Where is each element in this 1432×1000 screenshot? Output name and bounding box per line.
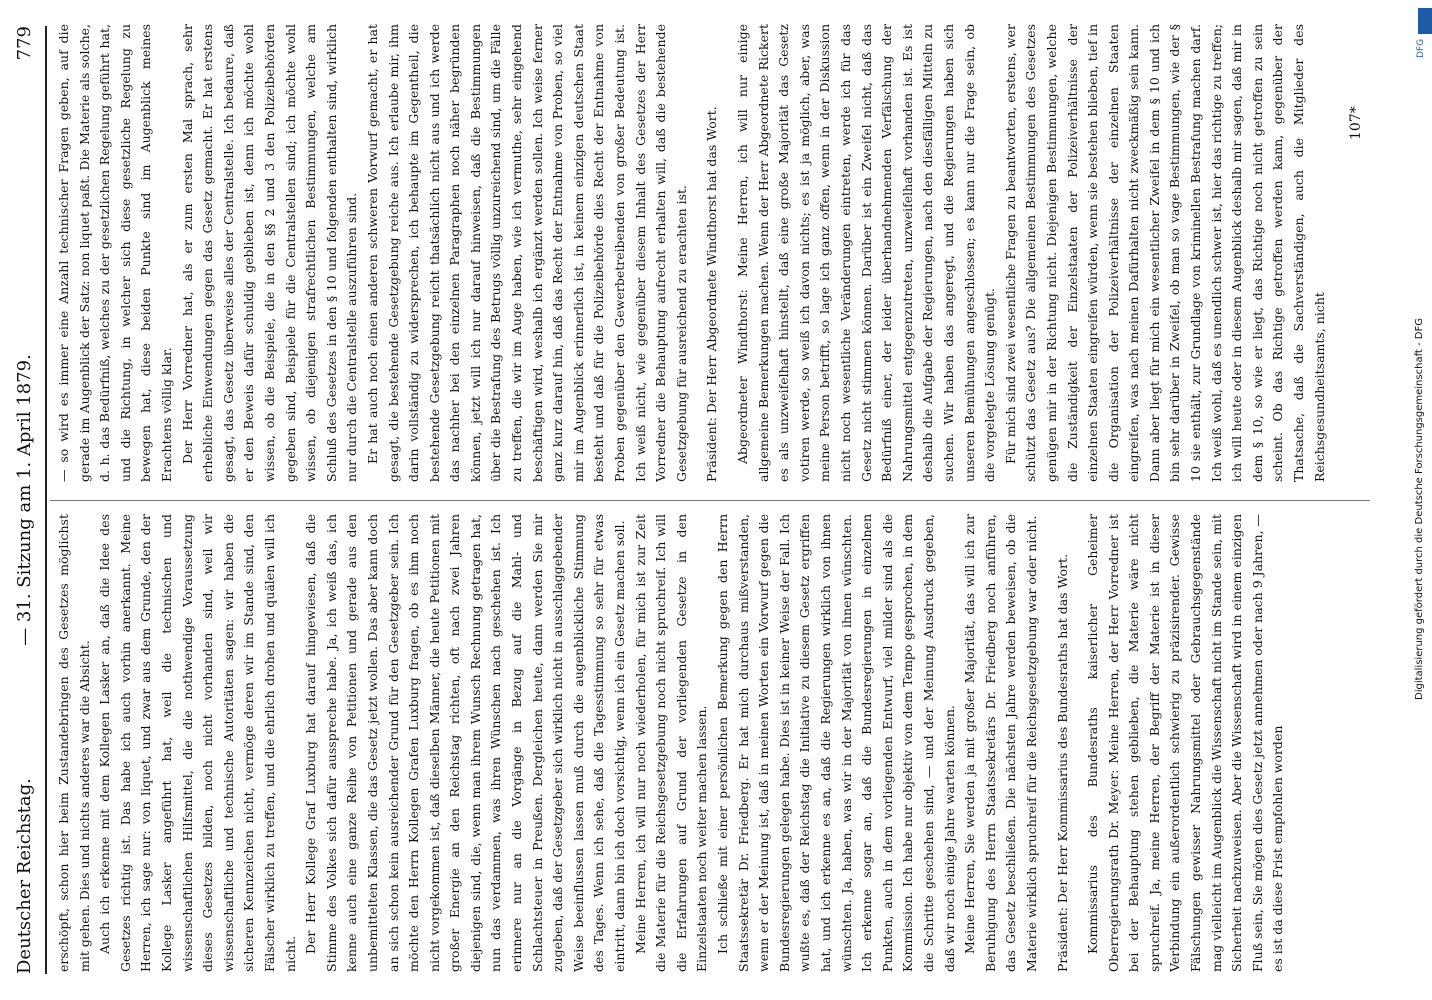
dfg-logo-icon	[1418, 8, 1432, 34]
paragraph: erschöpft, schon hier beim Zustandebringen des Gesetzes möglichst mit gehen. Dies und nichts anderes war die Absicht.	[56, 514, 92, 972]
paragraph: Er hat auch noch einen anderen schweren Vorwurf gemacht, er hat gesagt, die bestehende Gesetzgebung reiche aus. Ich erlaube mir, ihm darin vollständig zu widersprechen, ich behaupte im Gegentheil, die bestehende Gesetzgebung reicht thatsächlich nicht aus und ich werde das nachher bei den einzelnen Paragraphen noch näher begründen können, jetzt will ich nur darauf hinweisen, daß die Bestimmungen über die Bestrafung des Betrugs völlig unzureichend sind, um die Fälle zu treffen, die wir im Auge haben, wie ich vermuthe, sehr eingehend beschäftigen wird, weshalb ich ergänzt werden sollen. Ich weise ferner ganz kurz darauf hin, daß das Recht der Entnahme von Proben, so viel mir im Augenblick erinnerlich ist, in keinem einzigen deutschen Staat besteht und daß für die Polizeibehörde dies Recht der Entnahme von Proben gegenüber den Gewerbetreibenden von großer Bedeutung ist. Ich weiß nicht, wie gegenüber diesem Inhalt des Gesetzes der Herr Vorredner die Behauptung aufrecht erhalten will, daß die bestehende Gesetzgebung für ausreichend zu erachten ist.	[364, 24, 689, 482]
paragraph: Auch ich erkenne mit dem Kollegen Lasker an, daß die Idee des Gesetzes richtig ist. Das habe ich auch vorhin anerkannt. Meine Herren, ich sage nur: von liquet, und zwar aus dem Grunde, den der Kollege Lasker angeführt hat, weil die technischen und wissenschaftlichen Hilfsmittel, die die nothwendige Voraussetzung dieses Gesetzes bilden, noch nicht vorhanden sind, weil wir wissenschaftliche und technische Autoritäten sagen: wir haben die sicheren Kennzeichen nicht, vermöge deren wir im Stande sind, den Fälscher wirklich zu treffen, und die ehrlich drohen und quälen will ich nicht.	[97, 514, 298, 972]
paragraph: Der Herr Kollege Graf Luxburg hat darauf hingewiesen, daß die Stimme des Volkes sich dafür ausspreche habe. Ja, ich weiß das, ich kenne auch eine ganze Reihe von Petitionen und gerade aus den unbemittelten Klassen, die das Gesetz jetzt wollen. Das aber kann doch an sich schon kein ausreichender Grund für den Gesetzgeber sein. Ich möchte den Herrn Kollegen Grafen Luxburg fragen, ob es ihm noch nicht vorgekommen ist, daß dieselben Männer, die heute Petitionen mit großer Energie an den Reichstag richten, oft nach zwei Jahren diejenigen sind, die, wenn man ihrem Wunsch Rechnung getragen hat, nun das verdammen, was ihren Wünschen nach geschehen ist. Ich erinnere nur an die Vorgänge in Bezug auf die Mahl- und Schlachtsteuer in Preußen. Dergleichen heute, dann werden Sie mir zugeben, daß der Gesetzgeber sich wirklich nicht in ausschlaggebender Weise beeinflussen lassen muß durch die augenblickliche Stimmung des Tages. Wenn ich sehe, daß die Tagesstimmung so sehr für etwas eintritt, dann bin ich doch vorsichtig, wenn ich ein Gesetz machen soll.	[303, 514, 628, 972]
header-journal-title: Deutscher Reichstag.	[14, 778, 35, 974]
text-column-right	[54, 24, 1374, 482]
paragraph: Ich schließe mit einer persönlichen Bemerkung gegen den Herrn Staatssekretär Dr. Friedberg. Er hat mich durchaus mißverstanden, wenn er der Meinung ist, daß in meinen Worten ein Vorwurf gegen die Bundesregierungen gelegen habe. Dies ist in keiner Weise der Fall. Ich wußte es, daß der Reichstag die Initiative zu diesem Gesetz ergriffen hat, und ich erkenne es an, daß die Regierungen wirklich von ihnen wünschten. Ja, haben, was wir in der Majorität von ihnen wünschten. Ich erkenne sogar an, daß die Bundesregierungen in einzelnen Punkten, auch in dem vorliegenden Entwurf, viel milder sind als die Kommission. Ich habe nur objektiv von dem Tempo gesprochen, in dem die Schritte geschehen sind, — und der Meinung Ausdruck gegeben, daß wir noch einige Jahre warten können.	[715, 514, 957, 972]
signature-mark: 107*	[1348, 106, 1364, 140]
running-header	[8, 26, 42, 974]
paragraph: Der Herr Vorredner hat, als er zum ersten Mal sprach, sehr erhebliche Einwendungen gegen das Gesetz gemacht. Er hat erstens gesagt, das Gesetz überweise alles der Centralstelle. Ich bedaure, daß er den Beweis dafür schuldig geblieben ist, denn ich möchte wohl wissen, ob die Beispiele, die in den §§ 2 und 3 den Polizeibehörden gegeben sind, Beispiele für die Centralstellen sind; ich möchte wohl wissen, ob diejenigen strafrechtlichen Bestimmungen, welche am Schluß des Gesetzes in den § 10 und folgenden enthalten sind, wirklich nur durch die Centralstelle auszuführen sind.	[179, 24, 360, 482]
paragraph: Für mich sind zwei wesentliche Fragen zu beantworten, erstens, wer schützt das Gesetz aus? Die allgemeinen Bestimmungen des Gesetzes genügen mir in der Richtung nicht. Diejenigen Bestimmungen, welche die Zuständigkeit der Einzelstaaten der Polizeiverhältnisse der einzelnen Staaten eingreifen würden, wenn sie bestehen blieben, tief in die Organisation der Polizeiverhältnisse der einzelnen Staaten eingreifen, was nach meinen Dafürhalten nicht zweckmäßig sein kann. Dann aber liegt für mich ein wesentlicher Zweifel in dem § 10 und ich bin sehr darüber in Zweifel, ob man so vage Bestimmungen, wie der § 10 sie enthält, zur Grundlage von kriminellen Bestrafung machen darf. Ich weiß wohl, daß es unendlich schwer ist, hier das richtige zu treffen; ich will heute oder in diesem Augenblick deshalb mir sagen, daß mir in dem § 10, so wie er liegt, das Richtige noch nicht getroffen zu sein scheint. Ob das Richtige getroffen werden kann, gegenüber der Thatsache, daß die Sachverständigen, auch die Mitglieder des Reichsgesundheitsamts, nicht	[1002, 24, 1327, 482]
digitization-credit: Digitalisierung gefördert durch die Deutsche Forschungsgemeinschaft - DFG	[1414, 317, 1425, 700]
paragraph: — so wird es immer eine Anzahl technischer Fragen geben, auf die gerade im Augenblick der Satz: non liquet paßt. Die Materie als solche, d. h. das Bedürfniß, welches zu der gesetzlichen Regelung geführt hat, und die Richtung, in welcher sich diese gesetzliche Regelung zu bewegen hat, diese beiden Punkte sind im Augenblick meines Erachtens völlig klar.	[56, 24, 174, 482]
header-rule	[45, 26, 47, 974]
paragraph: Meine Herren, Sie werden ja mit großer Majorität, das will ich zur Beruhigung des Herrn Staatssekretärs Dr. Friedberg noch anführen, das Gesetz beschließen. Die nächsten Jahre werden beweisen, ob die Materie wirklich spruchreif für die Reichsgesetzgebung war oder nicht.	[962, 514, 1039, 972]
dfg-badge-text: DFG	[1416, 38, 1426, 58]
header-page-number: 779	[14, 26, 35, 61]
speaker-paragraph: Präsident: Der Herr Kommissarius des Bundesraths hat das Wort.	[1054, 553, 1070, 972]
header-session-date: — 31. Sitzung am 1. April 1879.	[14, 354, 35, 646]
speaker-paragraph: Präsident: Der Herr Abgeordnete Windthorst hat das Wort.	[704, 106, 720, 482]
speaker-paragraph: Abgeordneter Windthorst: Meine Herren, ich will nur einige allgemeine Bemerkungen machen. Wenn der Herr Abgeordnete Rickert es als unzweifelhaft hinstellt, daß eine große Majorität das Gesetz votiren werde, so weiß ich davon nichts; es ist ja möglich, aber, was meine Person betrifft, so lage ich ganz offen, wenn in der Diskussion nicht noch wesentliche Veränderungen eintreten, werde ich für das Gesetz nicht stimmen können. Darüber ist ein Zweifel nicht, daß das Bedürfniß einer, der leider überhandnehmenden Verfälschung der Nahrungsmittel entgegenzutreten, unzweifelhaft vorhanden ist. Es ist deshalb die Aufgabe der Regierungen, nach den diesfälligen Mitteln zu suchen. Wir haben das angeregt, und die Regierungen haben sich unseren Bemühungen angeschlossen; es kann nur die Frage sein, ob die vorgelegte Lösung genügt.	[735, 24, 998, 482]
speaker-paragraph: Kommissarius des Bundesraths kaiserlicher Geheimer Oberregierungsrath Dr. Meyer: Meine Herren, der Herr Vorredner ist bei der Behauptung stehen geblieben, die Materie wäre nicht spruchreif. Ja, meine Herren, der Begriff der Materie ist in dieser Verbindung ein außerordentlich schwierig zu präzisirender. Gewisse Fälschungen gewisser Nahrungsmittel oder Gebrauchsgegenstände mag vielleicht im Augenblick die Wissenschaft nicht im Stande sein, mit Sicherheit nachzuweisen. Aber die Wissenschaft wird in einem einzigen Fluß sein, Sie mögen dies Gesetz jetzt annehmen oder nach 9 Jahren, — es ist da diese Frist empfohlen worden	[1085, 514, 1286, 972]
text-column-left	[54, 514, 1374, 972]
column-divider	[50, 500, 1370, 501]
paragraph: Meine Herren, ich will nur noch wiederholen, für mich ist zur Zeit die Materie für die Reichsgesetzgebung noch nicht spruchreif. Ich will die Erfahrungen auf Grund der vorliegenden Gesetze in den Einzelstaaten noch weiter machen lassen.	[632, 514, 710, 972]
